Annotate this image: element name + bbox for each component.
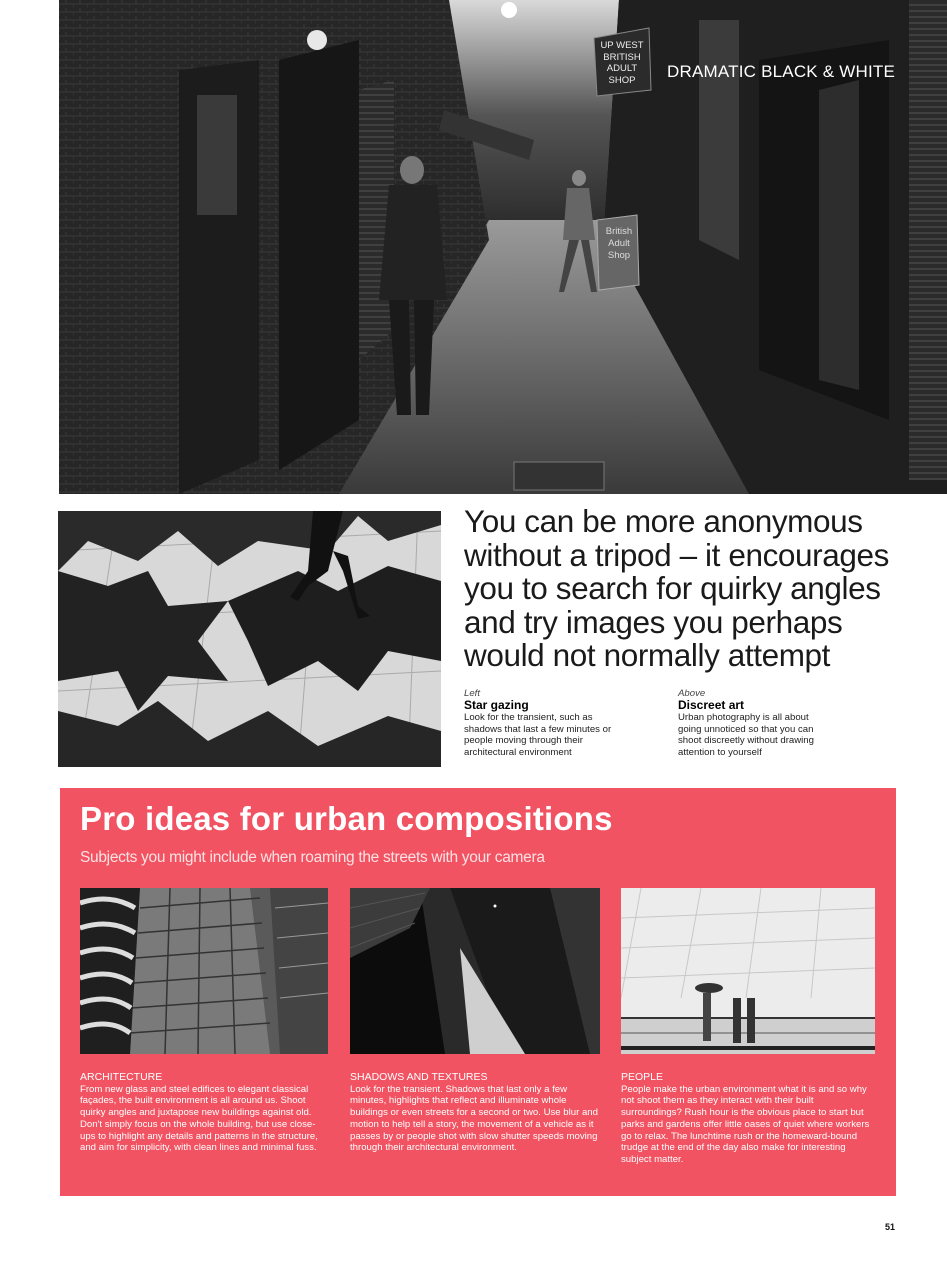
column-heading: SHADOWS AND TEXTURES: [350, 1071, 488, 1083]
architecture-column: [80, 1072, 330, 1154]
caption-text: Look for the transient, such as shadows that last a few minutes or people moving through their architectural environment: [464, 712, 612, 758]
people-photo: [621, 888, 875, 1054]
architecture-photo: [80, 888, 328, 1054]
column-heading: ARCHITECTURE: [80, 1071, 163, 1083]
caption-text: Urban photography is all about going unnoticed so that you can shoot discreetly without drawing attention to yourself: [678, 712, 814, 758]
board-text: British Adult Shop: [605, 226, 633, 261]
shadows-textures-image: [350, 888, 600, 1054]
caption-title: Star gazing: [464, 698, 529, 713]
column-text: Look for the transient. Shadows that last only a few minutes, highlights that reflect and illuminate whole buildings or even streets for a second or two. Use blur and motion to help tell a story, the movement of a vehicle as it passes by or people shot with slow shutter speeds moving through their architectural environment.: [350, 1083, 598, 1154]
shadows-textures-column: [350, 1072, 600, 1154]
star-shadows-image: [58, 511, 441, 767]
star-shadows-photo: [58, 511, 441, 767]
sign-text: UP WEST BRITISH ADULT SHOP: [600, 40, 644, 86]
pull-quote: You can be more anonymous without a tripod – it encourages you to search for quirky angles and try images you perhaps would not normally attempt: [464, 503, 889, 673]
column-text: From new glass and steel edifices to elegant classical façades, the built environment is all around us. Shoot quirky angles and juxtapose new buildings against old. Don't simply focus on the whole building, but use close-ups to highlight any details and patterns in the structure, and aim for simplicity, with clean lines and minimal fuss.: [80, 1083, 318, 1154]
pro-ideas-box: [60, 788, 896, 1196]
column-text: People make the urban environment what it is and so why not shoot them as they interact with their built surroundings? Rush hour is the obvious place to start but parks and gardens offer little oases of quiet where workers go to relax. The lunchtime rush or the homeward-bound trudge at the end of the day also make for interesting subject matter.: [621, 1083, 870, 1165]
people-column: [621, 1072, 871, 1166]
caption-left: [464, 688, 654, 758]
architecture-image: [80, 888, 328, 1054]
shadows-textures-photo: [350, 888, 600, 1054]
caption-direction: Above: [678, 688, 706, 699]
people-image: [621, 888, 875, 1054]
box-subtitle: Subjects you might include when roaming the streets with your camera: [80, 849, 545, 866]
caption-direction: Left: [464, 688, 481, 699]
box-title: Pro ideas for urban compositions: [80, 800, 613, 837]
caption-right: [678, 688, 868, 758]
caption-title: Discreet art: [678, 698, 745, 713]
column-heading: PEOPLE: [621, 1071, 664, 1083]
hero-label: DRAMATIC BLACK & WHITE: [667, 62, 895, 81]
page-number: 51: [885, 1222, 896, 1232]
hero-photo: [59, 0, 947, 494]
